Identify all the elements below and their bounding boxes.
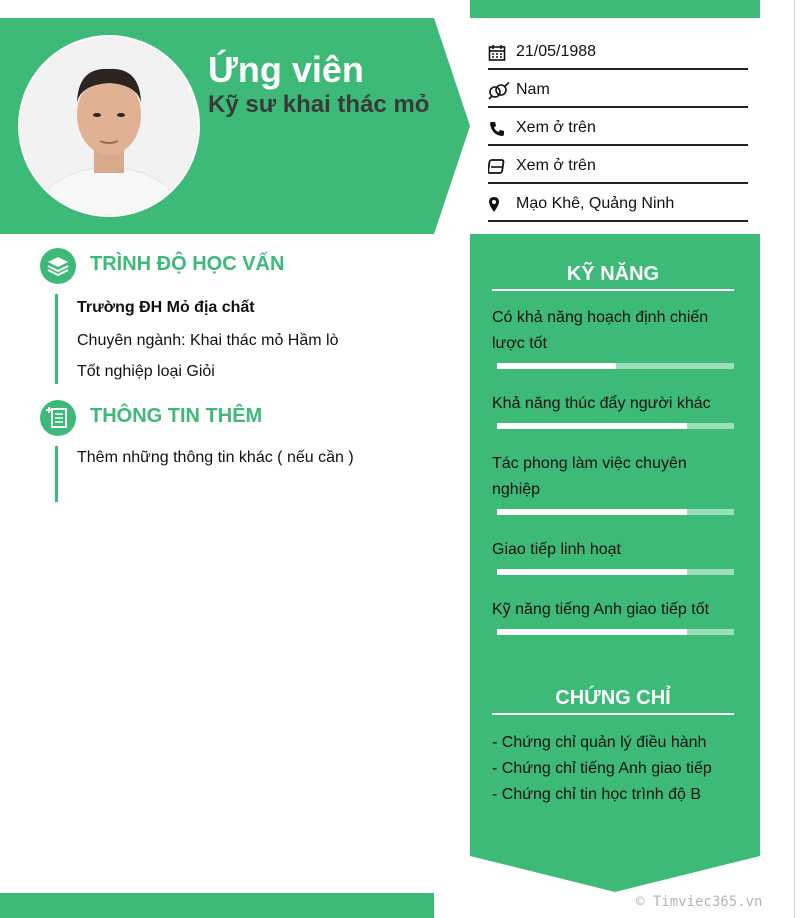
birthdate-value: 21/05/1988 [516,43,597,60]
additional-info-line [55,446,58,502]
contact-address [488,190,748,222]
education-major: Chuyên ngành: Khai thác mỏ Hầm lò [77,332,339,349]
gender-value: Nam [516,81,550,98]
stack-layers-icon [40,248,76,284]
education-graduation: Tốt nghiệp loại Giỏi [77,363,215,380]
phone-value: Xem ở trên [516,119,596,136]
skill-bar [497,569,734,575]
skill-item [492,597,728,623]
page-edge [794,0,795,918]
gender-icon [488,82,508,100]
certificate-item: - Chứng chỉ tiếng Anh giao tiếp [492,760,712,777]
candidate-name: Ứng viên [208,49,364,90]
skill-bar [497,423,734,429]
education-title: TRÌNH ĐỘ HỌC VẤN [90,253,285,275]
address-value: Mạo Khê, Quảng Ninh [516,195,675,212]
watermark: © Timviec365.vn [636,894,763,910]
certificates-list [492,730,712,808]
contact-birthdate [488,38,748,70]
footer-bar [0,893,434,918]
skills-title: KỸ NĂNG [566,263,660,285]
skill-item [492,305,728,357]
certificates-divider [492,713,734,715]
document-add-icon [40,400,76,436]
right-top-bar [470,0,760,18]
contact-gender [488,76,748,108]
skill-bar-fill [497,423,687,429]
certificates-title: CHỨNG CHỈ [555,687,671,709]
skill-label: Giao tiếp linh hoạt [492,541,621,558]
email-icon [488,158,508,176]
job-title: Kỹ sư khai thác mỏ [208,91,430,118]
skill-bar-fill [497,509,687,515]
education-school: Trường ĐH Mỏ địa chất [77,299,255,316]
skill-bar-fill [497,569,687,575]
phone-icon [488,120,508,138]
skills-divider [492,289,734,291]
contact-email [488,152,748,184]
skill-item [492,391,728,417]
education-line [55,294,58,384]
skill-label: Khả năng thúc đẩy người khác [492,395,711,412]
skill-label: Tác phong làm việc chuyên nghiệp [492,455,687,498]
profile-photo [18,35,200,217]
certificate-item: - Chứng chỉ tin học trình độ B [492,786,702,803]
skill-item [492,451,728,503]
contact-phone [488,114,748,146]
skill-bar-fill [497,629,687,635]
skill-bar-fill [497,363,616,369]
certificate-item: - Chứng chỉ quản lý điều hành [492,734,707,751]
skill-bar [497,509,734,515]
skill-label: Kỹ năng tiếng Anh giao tiếp tốt [492,601,710,618]
skill-label: Có khả năng hoạch định chiến lược tốt [492,309,709,352]
skill-bar [497,363,734,369]
skill-item [492,537,728,563]
skill-bar [497,629,734,635]
email-value: Xem ở trên [516,157,596,174]
additional-info-title: THÔNG TIN THÊM [90,405,263,427]
location-pin-icon [488,196,508,214]
calendar-icon [488,44,508,62]
additional-info-text: Thêm những thông tin khác ( nếu cần ) [77,449,354,466]
